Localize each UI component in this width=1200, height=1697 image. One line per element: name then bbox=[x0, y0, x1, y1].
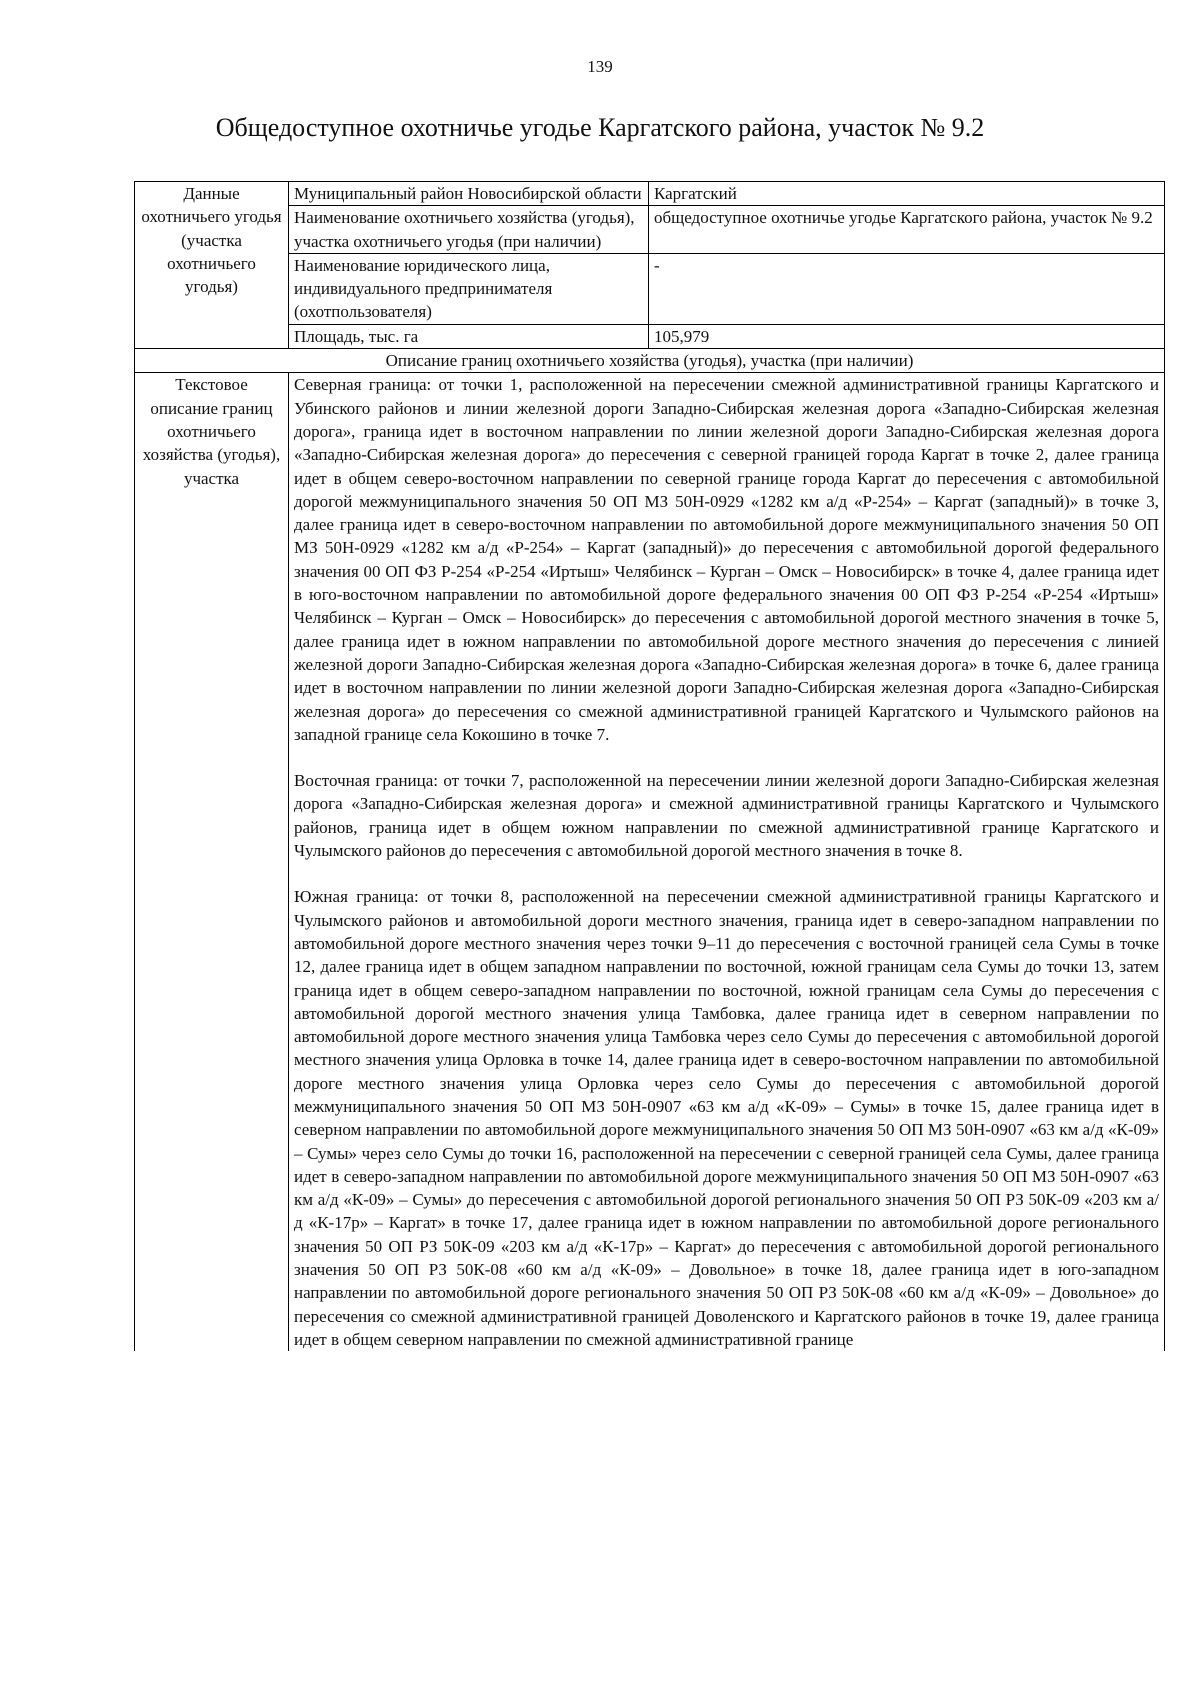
page-number: 139 bbox=[587, 57, 613, 76]
east-boundary-text: Восточная граница: от точки 7, расположенной на пересечении линии железной дороги Западно-Сибирская железная дорога «Западно-Сибирская железная дорога» и смежной административной границы Каргатского и Чулымского районов, граница идет в общем южном направлении по смежной административной границе Каргатского и Чулымского районов до пересечения с автомобильной дорогой местного значения в точке 8. bbox=[294, 771, 1159, 861]
boundary-section-header: Описание границ охотничьего хозяйства (угодья), участка (при наличии) bbox=[135, 349, 1165, 373]
page-title: Общедоступное охотничье угодье Каргатского района, участок № 9.2 bbox=[215, 113, 985, 142]
table-row bbox=[135, 324, 1165, 348]
row-value: - bbox=[649, 253, 1165, 324]
row-value: 105,979 bbox=[649, 324, 1165, 348]
table-row bbox=[135, 182, 1165, 206]
row-label: Наименование юридического лица, индивидуального предпринимателя (охотпользователя) bbox=[289, 253, 649, 324]
table-row bbox=[135, 373, 1165, 1351]
north-boundary-text: Северная граница: от точки 1, расположенной на пересечении смежной административной границы Каргатского и Убинского районов и линии железной дороги Западно-Сибирская железная дорога «Западно-Сибирская железная дорога», граница идет в восточном направлении по линии железной дороги Западно-Сибирская железная дорога «Западно-Сибирская железная дорога» до пересечения с северной границей города Каргат в точке 2, далее граница идет в общем северо-восточном направлении по северной границе города Каргат до пересечения с автомобильной дорогой межмуниципального значения 50 ОП МЗ 50Н-0929 «1282 км а/д «Р-254» – Каргат (западный)» в точке 3, далее граница идет в северо-восточном направлении по автомобильной дороге межмуниципального значения 50 ОП МЗ 50Н-0929 «1282 км а/д «Р-254» – Каргат (западный)» до пересечения с автомобильной дорогой федерального значения 00 ОП ФЗ Р-254 «Р-254 «Иртыш» Челябинск – Курган – Омск – Новосибирск» в точке 4, далее граница идет в юго-восточном направлении по автомобильной дороге федерального значения 00 ОП ФЗ Р-254 «Р-254 «Иртыш» Челябинск – Курган – Омск – Новосибирск» до пересечения с автомобильной дорогой местного значения в точке 5, далее граница идет в южном направлении по автомобильной дороге местного значения до пересечения с линией железной дороги Западно-Сибирская железная дорога «Западно-Сибирская железная дорога» в точке 6, далее граница идет в восточном направлении по линии железной дороги Западно-Сибирская железная дорога «Западно-Сибирская железная дорога» до пересечения со смежной административной границей Каргатского и Чулымского районов на западной границе села Кокошино в точке 7. bbox=[294, 375, 1159, 744]
row-value: общедоступное охотничье угодье Каргатского района, участок № 9.2 bbox=[649, 206, 1165, 254]
hunting-ground-table bbox=[134, 181, 1165, 1351]
south-boundary-text: Южная граница: от точки 8, расположенной на пересечении смежной административной границы Каргатского и Чулымского районов и автомобильной дороги местного значения, граница идет в северо-западном направлении по автомобильной дороге местного значения через точки 9–11 до пересечения с восточной границей села Сумы в точке 12, далее граница идет в общем западном направлении по восточной, южной границам села Сумы до точки 13, затем граница идет в общем северо-западном направлении по восточной, южной границам села Сумы до пересечения с автомобильной дорогой местного значения улица Тамбовка, далее граница идет в северном направлении по автомобильной дороге местного значения улица Тамбовка через село Сумы до пересечения с автомобильной дорогой местного значения улица Орловка в точке 14, далее граница идет в северо-восточном направлении по автомобильной дороге местного значения улица Орловка через село Сумы до пересечения с автомобильной дорогой межмуниципального значения 50 ОП МЗ 50Н-0907 «63 км а/д «К-09» – Сумы» в точке 15, далее граница идет в северном направлении по автомобильной дороге межмуниципального значения 50 ОП МЗ 50Н-0907 «63 км а/д «К-09» – Сумы» через село Сумы до точки 16, расположенной на пересечении с северной границей села Сумы, далее граница идет в северо-западном направлении по автомобильной дороге межмуниципального значения 50 ОП МЗ 50Н-0907 «63 км а/д «К-09» – Сумы» до пересечения с автомобильной дорогой регионального значения 50 ОП РЗ 50К-09 «203 км а/д «К-17р» – Каргат» в точке 17, далее граница идет в южном направлении по автомобильной дороге регионального значения 50 ОП РЗ 50К-09 «203 км а/д «К-17р» – Каргат» до пересечения с автомобильной дорогой регионального значения 50 ОП РЗ 50К-08 «60 км а/д «К-09» – Довольное» в точке 18, далее граница идет в юго-западном направлении по автомобильной дороге регионального значения 50 ОП РЗ 50К-08 «60 км а/д «К-09» – Довольное» до пересечения со смежной административной границей Доволенского и Каргатского районов в точке 19, далее граница идет в общем северном направлении по смежной административной границе bbox=[294, 887, 1159, 1349]
table-row bbox=[135, 206, 1165, 254]
data-section-header: Данные охотничьего угодья (участка охотничьего угодья) bbox=[135, 182, 289, 349]
table-row bbox=[135, 349, 1165, 373]
row-label: Муниципальный район Новосибирской области bbox=[289, 182, 649, 206]
table-row bbox=[135, 253, 1165, 324]
row-label: Площадь, тыс. га bbox=[289, 324, 649, 348]
boundary-label: Текстовое описание границ охотничьего хозяйства (угодья), участка bbox=[135, 373, 289, 1351]
boundary-description bbox=[289, 373, 1165, 1351]
row-value: Каргатский bbox=[649, 182, 1165, 206]
row-label: Наименование охотничьего хозяйства (угодья), участка охотничьего угодья (при наличии) bbox=[289, 206, 649, 254]
